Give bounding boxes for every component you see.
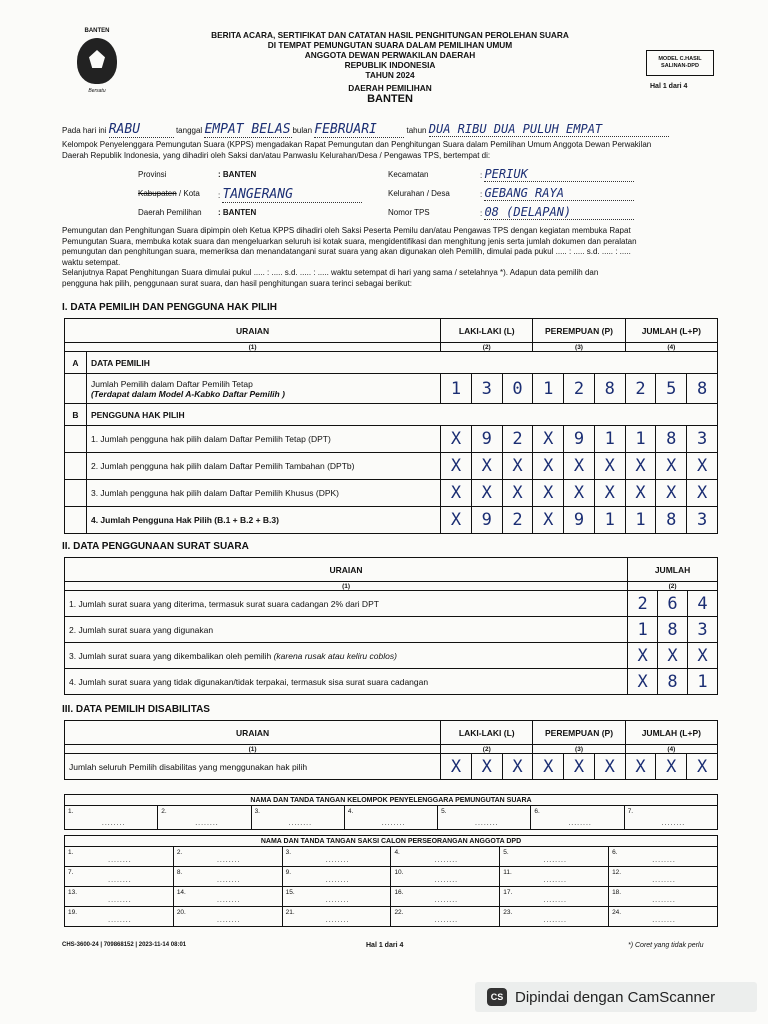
table-row: 3. Jumlah surat suara yang dikembalikan oleh pemilih (karena rusak atau keliru coblos) X X X <box>65 643 718 669</box>
saksi-signature-table: NAMA DAN TANDA TANGAN SAKSI CALON PERSEORANGAN ANGGOTA DPD 1. ........ 2. ........ 3. ........ 4. ........ 5. ........ 6. ........ 7. ........ 8. ........ 9. ........ 10. ........ 11. ........ 12. ........ 13. ........ 14. ........ 15. ........ 16. ........ 17. ........ 18. ........ 19. ........ 20. ........ 21. ........ 22. ........ 23. ........ 24. ........ <box>64 835 718 927</box>
intro-text: Kelompok Penyelenggara Pemungutan Suara (KPPS) mengadakan Rapat Pemungutan dan Penghitungan Suara dalam Pemilihan Umum Anggota Dewan Perwakilan Daerah Republik Indonesia, yang dihadiri oleh Saksi dan/atau Panwaslu Kelurahan/Desa / Pengawas TPS, bertempat di: <box>62 140 652 160</box>
footer-code: CHS-3600-24 | 709868152 | 2023-11-14 08:01 <box>62 942 187 948</box>
district-value: PERIUK <box>484 167 634 182</box>
voter-data-table: URAIAN LAKI-LAKI (L) PEREMPUAN (P) JUMLAH (L+P) (1) (2) (3) (4) A DATA PEMILIH Jumlah Pemilih dalam Daftar Pemilih Tetap (Terdapat dalam Model A-Kabko Daftar Pemilih ) 1 3 0 1 2 8 2 5 8 B PENGGUNA HAK PILIH 1. Jumlah pengguna hak pilih dalam Daftar Pemilih Tetap (DPT) X 9 2 X 9 1 1 8 3 2. Jumlah pengguna hak pilih dalam Daftar Pemilih Tambahan (DPTb) X X X X X X X X X 3. Jumlah pengguna hak pilih dalam Daftar Pemilih Khusus (DPK) X X X X X X X X X 4. Jumlah Pengguna Hak Pilih (B.1 + B.2 + B.3) X 9 2 X 9 1 1 8 3 <box>64 318 718 534</box>
disability-table: URAIAN LAKI-LAKI (L) PEREMPUAN (P) JUMLAH (L+P) (1) (2) (3) (4) Jumlah seluruh Pemilih disabilitas yang menggunakan hak pilih X X X X X X X X X <box>64 720 718 780</box>
day-value: RABU <box>109 122 174 138</box>
page-indicator: Hal 1 dari 4 <box>650 83 688 90</box>
camscanner-icon: CS <box>487 988 507 1006</box>
procedure-text: Pemungutan dan Penghitungan Suara dipimpin oleh Ketua KPPS dihadiri oleh Saksi Peserta Pemilu dan/atau Pengawas TPS dengan kegiatan membuka Rapat Pemungutan Suara, membuka kotak suara dan mengeluarkan seluruh isi kotak suara, mengidentifikasi dan menghitung jenis serta jumlah dokumen dan peralatan pemungutan dan penghitungan suara, memeriksa dan menandatangani surat suara yang akan digunakan oleh Pemilih, dimulai pada pukul ..... : ..... s.d. ..... : ..... waktu setempat. Selanjutnya Rapat Penghitungan Suara dimulai pukul ..... : ..... s.d. ..... : ..... waktu setempat di hari yang sama / setelahnya *). Adapun data pemilih dan pengguna hak pilih, penggunaan surat suara, dan hasil penghitungan suara terinci sebagai berikut: <box>62 226 637 288</box>
intro-date-line: Pada hari ini RABU tanggal EMPAT BELAS bulan FEBRUARI tahun DUA RIBU DUA PULUH EMPAT <box>62 122 722 138</box>
village-value: GEBANG RAYA <box>484 186 634 201</box>
kpu-banten-logo <box>62 28 132 98</box>
location-block: Provinsi : BANTEN Kabupaten / Kota : TANGERANG Daerah Pemilihan : BANTEN Kecamatan : PERIUK Kelurahan / Desa : GEBANG RAYA Nomor TPS : 08 (DELAPAN) <box>138 170 718 222</box>
date-value: EMPAT BELAS <box>204 122 291 137</box>
camscanner-label: Dipindai dengan CamScanner <box>515 988 716 1006</box>
table-row: Jumlah seluruh Pemilih disabilitas yang menggunakan hak pilih X X X X X X X X X <box>65 754 718 780</box>
table-row: 1. Jumlah pengguna hak pilih dalam Daftar Pemilih Tetap (DPT) X 9 2 X 9 1 1 8 3 <box>65 426 718 453</box>
kpps-signature-table: NAMA DAN TANDA TANGAN KELOMPOK PENYELENGGARA PEMUNGUTAN SUARA 1. ........ 2. ........ 3. ........ 4. ........ 5. ........ 6. ........ 7. ........ <box>64 794 718 830</box>
footer-note: *) Coret yang tidak perlu <box>628 942 704 949</box>
tps-value: 08 (DELAPAN) <box>484 205 634 220</box>
table-row: 3. Jumlah pengguna hak pilih dalam Daftar Pemilih Khusus (DPK) X X X X X X X X X <box>65 480 718 507</box>
month-value: FEBRUARI <box>314 122 404 138</box>
ballot-usage-table: URAIAN JUMLAH (1) (2) 1. Jumlah surat suara yang diterima, termasuk surat suara cadangan 2% dari DPT 2 6 4 2. Jumlah surat suara yang digunakan 1 8 3 3. Jumlah surat suara yang dikembalikan oleh pemilih (karena rusak atau keliru coblos) X X X 4. Jumlah surat suara yang tidak digunakan/tidak terpakai, termasuk sisa surat suara cadangan X 8 1 <box>64 557 718 695</box>
city-value: TANGERANG <box>222 187 362 203</box>
logo-top-text: BANTEN <box>84 28 110 34</box>
table-row: 2. Jumlah pengguna hak pilih dalam Daftar Pemilih Tambahan (DPTb) X X X X X X X X X <box>65 453 718 480</box>
province-value: : BANTEN <box>218 170 257 179</box>
year-value: DUA RIBU DUA PULUH EMPAT <box>429 122 669 137</box>
form-title: BERITA ACARA, SERTIFIKAT DAN CATATAN HASIL PENGHITUNGAN PEROLEHAN SUARA DI TEMPAT PEMUNGUTAN SUARA DALAM PEMILIHAN UMUM ANGGOTA DEWAN PERWAKILAN DAERAH REPUBLIK INDONESIA TAHUN 2024 DAERAH PEMILIHAN BANTEN <box>180 30 600 105</box>
region-title: BANTEN <box>367 93 413 105</box>
logo-emblem-icon <box>77 38 117 84</box>
section-3-title: III. DATA PEMILIH DISABILITAS <box>62 704 210 715</box>
model-box: MODEL C.HASIL SALINAN-DPD <box>646 50 714 76</box>
footer-page: Hal 1 dari 4 <box>366 942 404 949</box>
section-1-title: I. DATA PEMILIH DAN PENGGUNA HAK PILIH <box>62 302 277 313</box>
dapil-value: : BANTEN <box>218 208 257 217</box>
table-row: 2. Jumlah surat suara yang digunakan 1 8 3 <box>65 617 718 643</box>
logo-bottom-text: Bersatu <box>88 88 106 94</box>
section-2-title: II. DATA PENGGUNAAN SURAT SUARA <box>62 541 249 552</box>
table-row: 1. Jumlah surat suara yang diterima, termasuk surat suara cadangan 2% dari DPT 2 6 4 <box>65 591 718 617</box>
table-row: Jumlah Pemilih dalam Daftar Pemilih Tetap (Terdapat dalam Model A-Kabko Daftar Pemilih ) 1 3 0 1 2 8 2 5 8 <box>65 374 718 404</box>
table-row: 4. Jumlah surat suara yang tidak digunakan/tidak terpakai, termasuk sisa surat suara cadangan X 8 1 <box>65 669 718 695</box>
camscanner-watermark <box>475 982 757 1012</box>
table-row: 4. Jumlah Pengguna Hak Pilih (B.1 + B.2 + B.3) X 9 2 X 9 1 1 8 3 <box>65 507 718 534</box>
